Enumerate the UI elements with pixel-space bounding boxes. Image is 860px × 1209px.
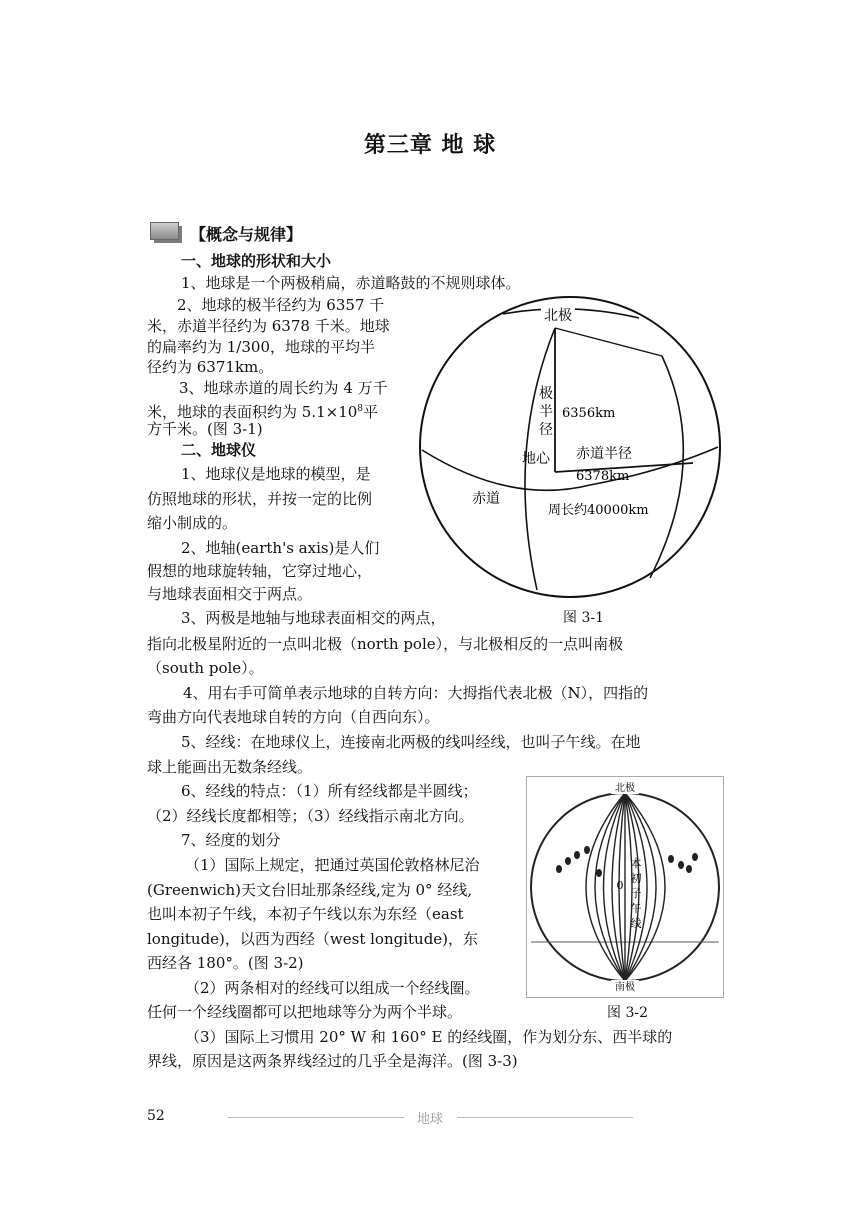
footer-rule-right (457, 1117, 633, 1118)
zero-meridian-label: 0 (616, 879, 624, 892)
paragraph-line: 西经各 180°。(图 3-2) (147, 954, 304, 972)
globe-outline (420, 297, 720, 597)
circumference-label: 周长约40000km (548, 503, 649, 518)
figure2-caption: 图 3-2 (607, 1005, 648, 1021)
meridian-label-char: 子 (630, 887, 642, 900)
equator-label: 赤道 (472, 491, 500, 507)
paragraph-line: 界线，原因是这两条界线经过的几乎全是海洋。(图 3-3) (147, 1052, 518, 1070)
section-label: 【概念与规律】 (190, 224, 303, 244)
paragraph-line: 球上能画出无数条经线。 (147, 758, 313, 776)
paragraph-line: （2）两条相对的经线可以组成一个经线圈。 (185, 979, 480, 997)
figure-meridians (526, 776, 724, 998)
paragraph-line: 仿照地球的形状，并按一定的比例 (147, 490, 373, 508)
meridian-lines (586, 793, 665, 981)
polar-radius-char: 极 (539, 386, 553, 402)
paragraph-line: 4、用右手可简单表示地球的自转方向：大拇指代表北极（N），四指的 (183, 684, 649, 702)
paragraph-text: 平 (363, 403, 379, 421)
superscript: 8 (357, 404, 364, 414)
meridian-line (650, 356, 683, 578)
equator-line (422, 447, 718, 490)
paragraph-line: 3、地球赤道的周长约为 4 万千 (179, 379, 388, 397)
chapter-title: 第三章 地 球 (363, 133, 497, 158)
meridian-label-char: 初 (630, 872, 642, 885)
longitude-number-marks (556, 846, 698, 877)
meridian-label-char: 本 (630, 857, 642, 870)
paragraph-line: 6、经线的特点：（1）所有经线都是半圆线； (181, 782, 478, 800)
paragraph-line: （2）经线长度都相等；（3）经线指示南北方向。 (147, 807, 474, 825)
paragraph-line: 1、地球是一个两极稍扁，赤道略鼓的不规则球体。 (181, 274, 521, 292)
paragraph-line: 3、两极是地轴与地球表面相交的两点， (181, 609, 446, 627)
meridian-label-char: 线 (630, 917, 642, 930)
paragraph-line: 也叫本初子午线，本初子午线以东为东经（east (147, 905, 464, 923)
paragraph-line: 方千米。(图 3-1) (147, 420, 263, 438)
equatorial-radius-label: 赤道半径 (576, 446, 632, 462)
south-pole-label: 南极 (615, 982, 635, 993)
polar-radius-value: 6356km (562, 406, 616, 421)
paragraph-line: 径约为 6371km。 (147, 358, 274, 376)
paragraph-line: 米，赤道半径约为 6378 千米。地球 (147, 317, 390, 335)
paragraph-line: （3）国际上习惯用 20° W 和 160° E 的经线圈，作为划分东、西半球的 (185, 1028, 673, 1046)
polar-radius-char: 半 (539, 404, 553, 420)
meridian-label-char: 午 (630, 902, 642, 915)
paragraph-line: 任何一个经线圈都可以把地球等分为两个半球。 (147, 1003, 463, 1021)
pole-link-line (555, 328, 662, 356)
north-pole-label: 北极 (615, 783, 635, 794)
footer-rule-left (228, 1117, 404, 1118)
center-label: 地心 (522, 451, 550, 467)
page-number: 52 (147, 1108, 165, 1124)
heading-globe: 二、地球仪 (181, 441, 257, 459)
section-heading (150, 220, 302, 246)
paragraph-line: （south pole）。 (147, 659, 264, 677)
paragraph-line: 弯曲方向代表地球自转的方向（自西向东）。 (147, 708, 440, 726)
paragraph-line: (Greenwich)天文台旧址那条经线,定为 0° 经线, (147, 881, 473, 899)
paragraph-line: 7、经度的划分 (181, 831, 281, 849)
paragraph-line: 缩小制成的。 (147, 514, 238, 532)
figure-earth-dimensions (410, 290, 730, 610)
paragraph-text: 米，地球的表面积约为 5.1×10 (147, 403, 358, 421)
paragraph-line: 指向北极星附近的一点叫北极（north pole），与北极相反的一点叫南极 (147, 635, 624, 653)
paragraph-line: 1、地球仪是地球的模型，是 (181, 465, 371, 483)
running-title: 地球 (417, 1112, 444, 1127)
paragraph-line: 与地球表面相交于两点。 (147, 585, 313, 603)
paragraph-line: 假想的地球旋转轴，它穿过地心， (147, 562, 373, 580)
paragraph-line: 的扁率约为 1/300，地球的平均半 (147, 338, 375, 356)
meridian-globe-drawing (527, 777, 723, 997)
paragraph-line: （1）国际上规定，把通过英国伦敦格林尼治 (185, 856, 480, 874)
paragraph-line: longitude)，以西为西经（west longitude)，东 (147, 930, 479, 948)
equatorial-radius-value: 6378km (576, 469, 630, 484)
polar-radius-char: 径 (539, 422, 553, 438)
north-pole-label: 北极 (544, 308, 572, 324)
figure1-caption: 图 3-1 (563, 610, 604, 626)
paragraph-line: 2、地球的极半径约为 6357 千 (177, 296, 385, 314)
section-icon (150, 222, 184, 244)
heading-shape-size: 一、地球的形状和大小 (181, 252, 332, 270)
paragraph-line: 5、经线：在地球仪上，连接南北两极的线叫经线，也叫子午线。在地 (181, 733, 641, 751)
paragraph-line: 2、地轴(earth's axis)是人们 (181, 539, 380, 557)
